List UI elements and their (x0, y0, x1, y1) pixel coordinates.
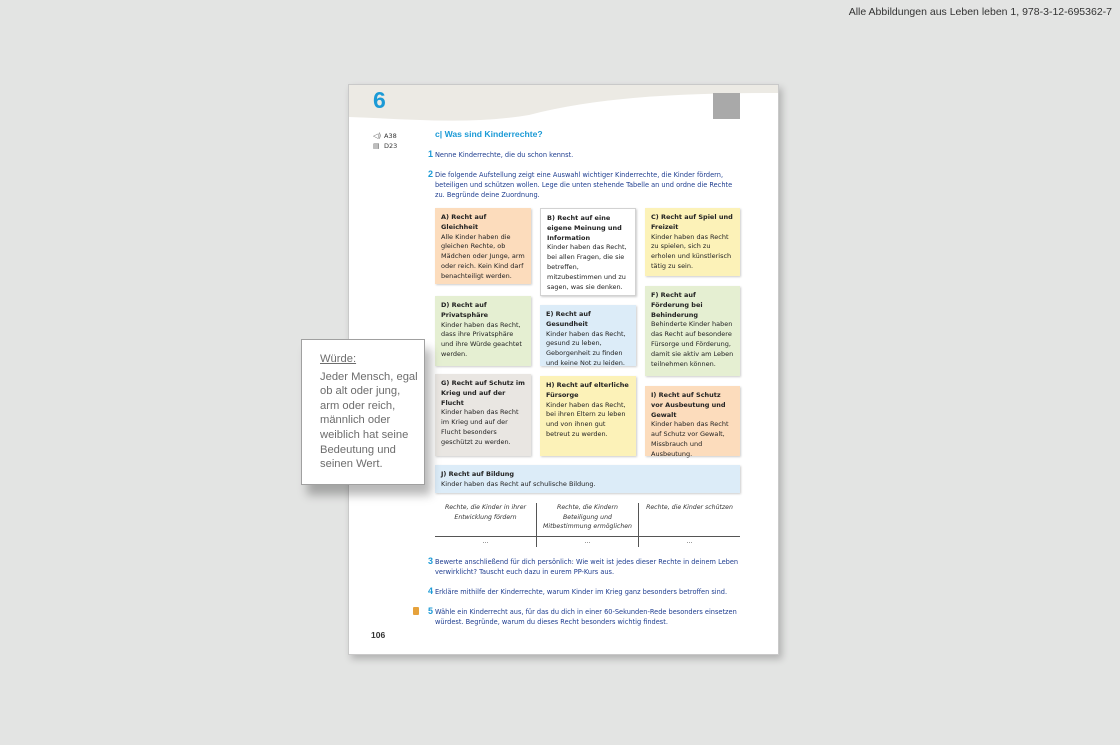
right-title: A) Recht auf Gleichheit (441, 213, 487, 231)
table-header-cell: Rechte, die Kinder schützen (638, 503, 740, 536)
task-4 (425, 587, 743, 597)
right-card-e (540, 305, 636, 366)
task-2 (425, 170, 743, 200)
right-text: Behinderte Kinder haben das Recht auf besondere Fürsorge und Förderung, damit sie aktiv am Leben teilnehmen können. (651, 320, 734, 368)
table-row (435, 537, 740, 547)
table-header-row (435, 503, 740, 537)
right-text: Kinder haben das Recht auf Schutz vor Gewalt, Missbrauch und Ausbeutung. (651, 420, 729, 458)
right-text: Kinder haben das Recht auf schulische Bildung. (441, 479, 596, 488)
right-text: Kinder haben das Recht, dass ihre Privatsphäre und ihre Würde geachtet werden. (441, 320, 522, 358)
image-credit: Alle Abbildungen aus Leben leben 1, 978-3-12-695362-7 (848, 6, 1112, 18)
right-title: F) Recht auf Förderung bei Behinderung (651, 291, 703, 319)
table-cell: ... (536, 537, 638, 547)
chapter-number: 6 (373, 87, 386, 113)
media-references (373, 131, 397, 151)
right-card-i (645, 386, 740, 456)
right-text: Kinder haben das Recht zu spielen, sich zu erholen und künstlerisch tätig zu sein. (651, 232, 732, 270)
task-3 (425, 557, 743, 577)
right-title: H) Recht auf elterliche Fürsorge (546, 381, 629, 399)
chapter-tab (713, 93, 740, 119)
media-ref-document[interactable]: ▤ D23 (373, 142, 398, 150)
right-card-d (435, 296, 531, 366)
right-card-c (645, 208, 740, 276)
glossary-callout (301, 339, 425, 485)
right-title: C) Recht auf Spiel und Freizeit (651, 213, 733, 231)
task-number: 5 (427, 606, 433, 616)
document-icon: ▤ (373, 142, 380, 150)
media-ref-audio[interactable]: ◁) A38 (373, 132, 397, 140)
glossary-definition: Jeder Mensch, egal ob alt oder jung, arm oder reich, männlich oder weiblich hat seine Bedeutung und seinen Wert. (320, 370, 418, 471)
assignment-table (435, 503, 740, 547)
task-number: 4 (427, 586, 433, 596)
section-title: c| Was sind Kinderrechte? (435, 129, 543, 139)
right-title: G) Recht auf Schutz im Krieg und auf der Flucht (441, 379, 525, 407)
task-number: 2 (427, 169, 433, 179)
task-text: Wähle ein Kinderrecht aus, für das du dich in einer 60-Sekunden-Rede besonders einsetzen würdest. Begründe, warum du dieses Recht besonders wichtig findest. (435, 608, 737, 626)
right-title: D) Recht auf Privatsphäre (441, 301, 489, 319)
page-number: 106 (371, 630, 386, 640)
right-title: J) Recht auf Bildung (441, 470, 514, 478)
table-cell: ... (482, 538, 489, 545)
right-title: I) Recht auf Schutz vor Ausbeutung und Gewalt (651, 391, 726, 419)
task-number: 1 (427, 149, 433, 159)
right-card-g (435, 374, 531, 456)
right-text: Kinder haben das Recht, gesund zu leben, Geborgenheit zu finden und keine Not zu leiden. (546, 329, 626, 367)
right-title: B) Recht auf eine eigene Meinung und Information (547, 214, 622, 242)
task-number: 3 (427, 556, 433, 566)
glossary-term: Würde: (320, 353, 357, 365)
right-text: Kinder haben das Recht im Krieg und auf der Flucht besonders geschützt zu werden. (441, 408, 519, 446)
right-card-h (540, 376, 636, 456)
right-card-j (435, 465, 740, 493)
right-title: E) Recht auf Gesundheit (546, 310, 591, 328)
task-text: Erkläre mithilfe der Kinderrechte, warum Kinder im Krieg ganz besonders betroffen sind. (435, 588, 728, 596)
right-card-f (645, 286, 740, 376)
right-card-b (540, 208, 636, 296)
right-text: Kinder haben das Recht, bei ihren Eltern zu leben und von ihnen gut betreut zu werden. (546, 400, 626, 438)
table-cell: ... (638, 537, 740, 547)
task-text: Nenne Kinderrechte, die du schon kennst. (435, 151, 574, 159)
pencil-icon (413, 607, 419, 615)
task-text: Die folgende Aufstellung zeigt eine Auswahl wichtiger Kinderrechte, die Kinder fördern, beteiligen und schützen wollen. Lege die unten stehende Tabelle an und ordne die Rechte zu. Begründe deine Zuordnung. (435, 171, 733, 199)
task-5 (425, 607, 743, 627)
table-header-cell: Rechte, die Kindern Beteiligung und Mitbestimmung ermöglichen (536, 503, 638, 536)
task-1 (425, 150, 743, 160)
task-text: Bewerte anschließend für dich persönlich: Wie weit ist jedes dieser Rechte in deinem Leben verwirklicht? Tauscht euch dazu in eurem PP-Kurs aus. (435, 558, 739, 576)
right-text: Kinder haben das Recht, bei allen Fragen, die sie betreffen, mitzubestimmen und zu sagen, was sie denken. (547, 243, 627, 291)
right-card-a (435, 208, 531, 284)
audio-icon: ◁) (373, 132, 382, 140)
right-text: Alle Kinder haben die gleichen Rechte, ob Mädchen oder Junge, arm oder reich. Kein Kind darf benachteiligt werden. (441, 232, 525, 280)
table-header-cell: Rechte, die Kinder in ihrer Entwicklung fördern (444, 504, 527, 521)
